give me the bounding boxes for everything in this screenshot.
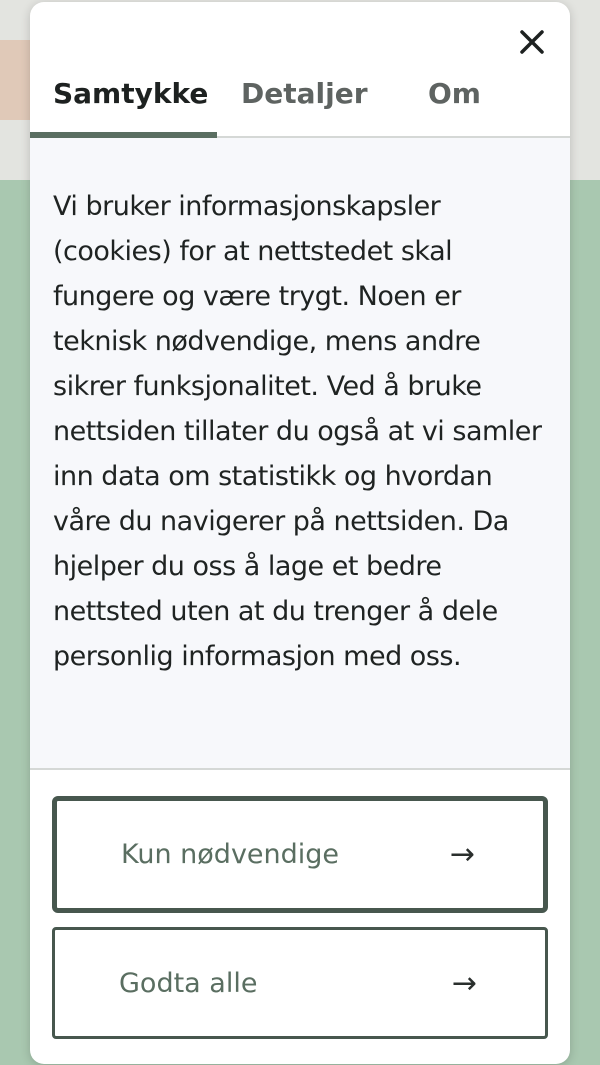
cookie-consent-dialog xyxy=(30,2,570,1064)
only-necessary-label: Kun nødvendige xyxy=(121,839,340,870)
arrow-right-icon: → xyxy=(451,965,477,1001)
close-button[interactable] xyxy=(514,24,550,60)
accept-all-button[interactable] xyxy=(52,927,548,1039)
tab-bar xyxy=(30,72,570,138)
only-necessary-button[interactable] xyxy=(52,796,548,913)
consent-text: Vi bruker informasjonskapsler (cookies) for at nettstedet skal fungere og være trygt. Noen er teknisk nødvendige, mens andre sikrer funksjonalitet. Ved å bruke nettsiden tillater du også at vi samler inn data om statistikk og hvordan våre du navigerer på nettsiden. Da hjelper du oss å lage et bedre nettsted uten at du trenger å dele personlig informasjon med oss. xyxy=(53,191,542,672)
tab-detaljer[interactable]: Detaljer xyxy=(241,77,368,110)
tab-samtykke[interactable]: Samtykke xyxy=(53,77,209,110)
arrow-right-icon: → xyxy=(449,837,475,872)
close-icon xyxy=(519,29,545,55)
tab-om[interactable]: Om xyxy=(428,77,481,110)
consent-content xyxy=(30,138,570,770)
accept-all-label: Godta alle xyxy=(119,967,258,999)
